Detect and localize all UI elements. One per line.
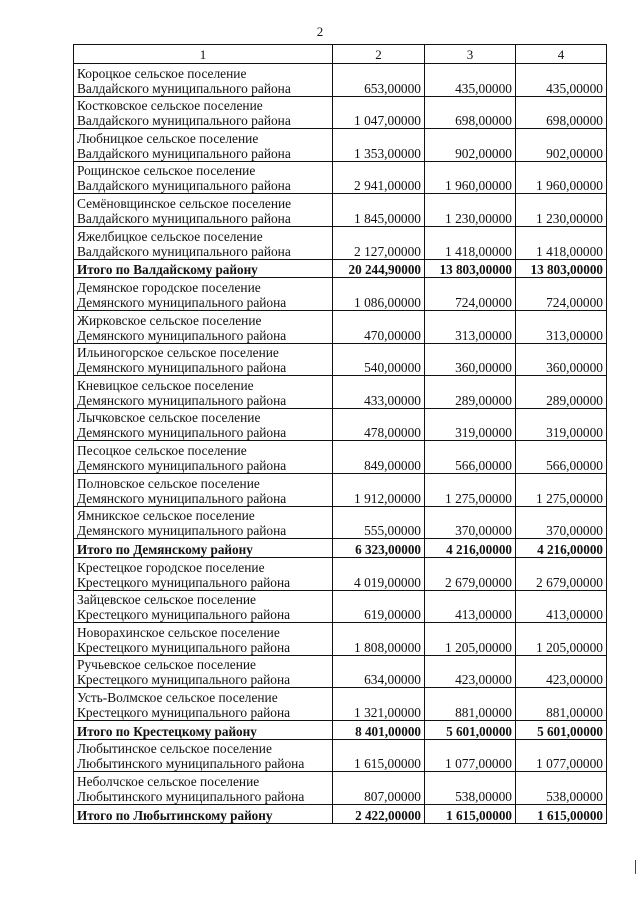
name-line: Рощинское сельское поселение [77,163,256,179]
value-cell-col2: 1 353,00000 [333,129,425,162]
settlement-name-cell [74,688,333,721]
table-total-row [74,720,607,739]
name-line: Демянское городское поселение [77,279,261,295]
value-cell-col2: 1 615,00000 [333,739,425,772]
value-cell-col4: 698,00000 [516,96,607,129]
name-line: Усть-Волмское сельское поселение [77,689,278,705]
value-cell-col3: 319,00000 [425,408,516,441]
value-cell-col4: 2 679,00000 [516,557,607,590]
value-cell-col4: 1 275,00000 [516,473,607,506]
district-line: Крестецкого муниципального района [77,607,291,623]
settlement-name-cell [74,194,333,227]
value-cell-col2: 6 323,00000 [333,539,425,558]
name-line: Новорахинское сельское поселение [77,624,280,640]
district-line: Валдайского муниципального района [77,210,291,226]
page-number: 2 [316,24,324,39]
value-cell-col2: 634,00000 [333,655,425,688]
value-cell-col2: 4 019,00000 [333,557,425,590]
value-cell-col4: 313,00000 [516,310,607,343]
value-cell-col2: 1 808,00000 [333,623,425,656]
name-line: Жирковское сельское поселение [77,312,262,328]
settlement-name-cell [74,161,333,194]
name-line: Итого по Валдайскому району [77,262,258,278]
value-cell-col4: 360,00000 [516,343,607,376]
value-cell-col4: 423,00000 [516,655,607,688]
column-header-4: 4 [516,45,607,64]
table-total-row [74,804,607,823]
total-label-cell [74,539,333,558]
district-line: Валдайского муниципального района [77,80,291,96]
settlement-name-cell [74,64,333,97]
value-cell-col2: 807,00000 [333,772,425,805]
value-cell-col3: 289,00000 [425,376,516,409]
value-cell-col4: 1 205,00000 [516,623,607,656]
value-cell-col3: 538,00000 [425,772,516,805]
value-cell-col3: 360,00000 [425,343,516,376]
district-line: Валдайского муниципального района [77,145,291,161]
value-cell-col2: 653,00000 [333,64,425,97]
table-row [74,441,607,474]
table-row [74,506,607,539]
table-row [74,129,607,162]
column-header-2: 2 [333,45,425,64]
value-cell-col3: 5 601,00000 [425,720,516,739]
value-cell-col2: 478,00000 [333,408,425,441]
name-line: Песоцкое сельское поселение [77,442,247,458]
table-row [74,739,607,772]
value-cell-col3: 13 803,00000 [425,259,516,278]
value-cell-col2: 470,00000 [333,310,425,343]
value-cell-col4: 435,00000 [516,64,607,97]
table-row [74,278,607,311]
table-row [74,161,607,194]
district-line: Валдайского муниципального района [77,243,291,259]
table-row [74,557,607,590]
district-line: Валдайского муниципального района [77,178,291,194]
settlement-name-cell [74,343,333,376]
value-cell-col3: 1 615,00000 [425,804,516,823]
table-row [74,194,607,227]
table-row [74,473,607,506]
settlement-name-cell [74,590,333,623]
column-header-3: 3 [425,45,516,64]
settlement-name-cell [74,376,333,409]
settlement-name-cell [74,739,333,772]
value-cell-col4: 5 601,00000 [516,720,607,739]
value-cell-col4: 289,00000 [516,376,607,409]
value-cell-col4: 1 418,00000 [516,226,607,259]
district-line: Демянского муниципального района [77,327,287,343]
name-line: Кневицкое сельское поселение [77,377,254,393]
name-line: Итого по Любытинскому району [77,807,273,823]
value-cell-col4: 1 615,00000 [516,804,607,823]
settlement-name-cell [74,278,333,311]
value-cell-col2: 1 086,00000 [333,278,425,311]
value-cell-col3: 413,00000 [425,590,516,623]
value-cell-col4: 413,00000 [516,590,607,623]
name-line: Семёновщинское сельское поселение [77,195,292,211]
budget-table [73,44,607,824]
district-line: Любытинского муниципального района [77,788,305,804]
table-row [74,226,607,259]
settlement-name-cell [74,129,333,162]
value-cell-col3: 313,00000 [425,310,516,343]
value-cell-col3: 435,00000 [425,64,516,97]
district-line: Демянского муниципального района [77,523,287,539]
name-line: Любницкое сельское поселение [77,130,259,146]
value-cell-col3: 724,00000 [425,278,516,311]
value-cell-col2: 433,00000 [333,376,425,409]
value-cell-col2: 2 422,00000 [333,804,425,823]
table-row [74,376,607,409]
table-row [74,590,607,623]
district-line: Демянского муниципального района [77,360,287,376]
value-cell-col2: 849,00000 [333,441,425,474]
total-label-cell [74,259,333,278]
value-cell-col4: 902,00000 [516,129,607,162]
name-line: Ильиногорское сельское поселение [77,345,279,361]
value-cell-col2: 619,00000 [333,590,425,623]
district-line: Демянского муниципального района [77,294,287,310]
value-cell-col2: 1 321,00000 [333,688,425,721]
column-header-1: 1 [74,45,333,64]
value-cell-col4: 1 230,00000 [516,194,607,227]
value-cell-col3: 1 275,00000 [425,473,516,506]
name-line: Зайцевское сельское поселение [77,592,256,608]
value-cell-col3: 1 418,00000 [425,226,516,259]
settlement-name-cell [74,506,333,539]
value-cell-col4: 538,00000 [516,772,607,805]
settlement-name-cell [74,408,333,441]
district-line: Крестецкого муниципального района [77,639,291,655]
table-row [74,64,607,97]
value-cell-col2: 540,00000 [333,343,425,376]
value-cell-col2: 2 941,00000 [333,161,425,194]
name-line: Крестецкое городское поселение [77,559,265,575]
value-cell-col2: 2 127,00000 [333,226,425,259]
table-row [74,688,607,721]
district-line: Крестецкого муниципального района [77,704,291,720]
value-cell-col4: 724,00000 [516,278,607,311]
settlement-name-cell [74,441,333,474]
name-line: Любытинское сельское поселение [77,741,272,757]
value-cell-col3: 566,00000 [425,441,516,474]
settlement-name-cell [74,473,333,506]
value-cell-col4: 13 803,00000 [516,259,607,278]
table-row [74,655,607,688]
name-line: Ямникское сельское поселение [77,508,255,524]
settlement-name-cell [74,623,333,656]
value-cell-col3: 1 077,00000 [425,739,516,772]
value-cell-col3: 1 230,00000 [425,194,516,227]
district-line: Демянского муниципального района [77,392,287,408]
value-cell-col2: 555,00000 [333,506,425,539]
name-line: Яжелбицкое сельское поселение [77,228,263,244]
name-line: Короцкое сельское поселение [77,65,247,81]
name-line: Неболчское сельское поселение [77,773,260,789]
value-cell-col2: 20 244,90000 [333,259,425,278]
value-cell-col4: 1 960,00000 [516,161,607,194]
value-cell-col3: 698,00000 [425,96,516,129]
settlement-name-cell [74,226,333,259]
total-label-cell [74,720,333,739]
district-line: Демянского муниципального района [77,490,287,506]
district-line: Любытинского муниципального района [77,756,305,772]
name-line: Костковское сельское поселение [77,98,263,114]
value-cell-col3: 2 679,00000 [425,557,516,590]
table-row [74,310,607,343]
value-cell-col4: 566,00000 [516,441,607,474]
value-cell-col3: 370,00000 [425,506,516,539]
table-body [74,45,607,824]
district-line: Демянского муниципального района [77,457,287,473]
value-cell-col3: 902,00000 [425,129,516,162]
district-line: Демянского муниципального района [77,425,287,441]
scan-edge-mark [635,860,636,874]
value-cell-col2: 1 845,00000 [333,194,425,227]
table-total-row [74,539,607,558]
value-cell-col3: 881,00000 [425,688,516,721]
value-cell-col3: 423,00000 [425,655,516,688]
table-row [74,408,607,441]
settlement-name-cell [74,96,333,129]
district-line: Крестецкого муниципального района [77,672,291,688]
value-cell-col4: 370,00000 [516,506,607,539]
table-header-row [74,45,607,64]
name-line: Лычковское сельское поселение [77,410,261,426]
settlement-name-cell [74,655,333,688]
value-cell-col2: 1 047,00000 [333,96,425,129]
name-line: Итого по Демянскому району [77,541,253,557]
table-row [74,623,607,656]
value-cell-col4: 4 216,00000 [516,539,607,558]
value-cell-col2: 1 912,00000 [333,473,425,506]
value-cell-col2: 8 401,00000 [333,720,425,739]
value-cell-col3: 4 216,00000 [425,539,516,558]
district-line: Валдайского муниципального района [77,113,291,129]
value-cell-col4: 881,00000 [516,688,607,721]
district-line: Крестецкого муниципального района [77,574,291,590]
table-row [74,96,607,129]
name-line: Итого по Крестецкому району [77,723,257,739]
settlement-name-cell [74,557,333,590]
total-label-cell [74,804,333,823]
table-row [74,343,607,376]
table-total-row [74,259,607,278]
settlement-name-cell [74,772,333,805]
value-cell-col4: 1 077,00000 [516,739,607,772]
value-cell-col3: 1 205,00000 [425,623,516,656]
settlement-name-cell [74,310,333,343]
name-line: Полновское сельское поселение [77,475,260,491]
value-cell-col3: 1 960,00000 [425,161,516,194]
value-cell-col4: 319,00000 [516,408,607,441]
table-row [74,772,607,805]
name-line: Ручьевское сельское поселение [77,657,256,673]
